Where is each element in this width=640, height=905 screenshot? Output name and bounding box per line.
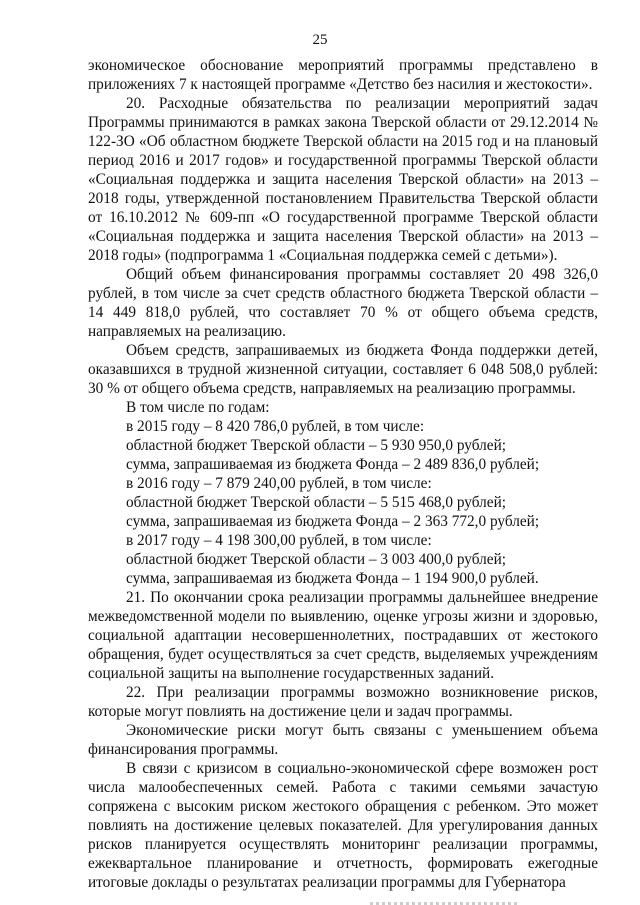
paragraph-21: 21. По окончании срока реализации программы дальнейшее внедрение межведомственной модели по выявлению, оценке угрозы жизни и здоровью, социальной адаптации несовершеннолетних, пострадавших от жестокого обращения, будет осуществляться за счет средств, выделяемых учреждениям социальной защиты на выполнение государственных заданий. [88,589,598,682]
year-2016-total: в 2016 году – 7 879 240,00 рублей, в том числе: [126,475,432,492]
paragraph-fund-request: Объем средств, запрашиваемых из бюджета Фонда поддержки детей, оказавшихся в трудной жизненной ситуации, составляет 6 048 508,0 рублей: 30 % от общего объема средств, направляемых на реализацию программы. [88,342,598,397]
year-2016-fund: сумма, запрашиваемая из бюджета Фонда – 2 363 772,0 рублей; [126,513,540,530]
paragraph-20: 20. Расходные обязательства по реализации мероприятий задач Программы принимаются в рамках закона Тверской области от 29.12.2014 № 122-ЗО «Об областном бюджете Тверской области на 2015 год и на плановый период 2016 и 2017 годов» и государственной программы Тверской области «Социальная поддержка и защита населения Тверской области» на 2013 – 2018 годы, утвержденной постановлением Правительства Тверской области от 16.10.2012 № 609-пп «О государственной программе Тверской области «Социальная поддержка и защита населения Тверской области» на 2013 – 2018 годы» (подпрограмма 1 «Социальная поддержка семей с детьми»). [88,95,598,264]
year-2017-fund: сумма, запрашиваемая из бюджета Фонда – 1 194 900,0 рублей. [126,570,539,587]
paragraph-total-funding: Общий объем финансирования программы составляет 20 498 326,0 рублей, в том числе за счет средств областного бюджета Тверской области – 14 449 818,0 рублей, что составляет 70 % от общего объема средств, направляемых на реализацию. [88,266,598,340]
year-2015-total: в 2015 году – 8 420 786,0 рублей, в том числе: [126,418,425,435]
year-2015-regional: областной бюджет Тверской области – 5 930 950,0 рублей; [126,437,507,454]
page-number: 25 [312,32,328,48]
year-2015-fund: сумма, запрашиваемая из бюджета Фонда – 2 489 836,0 рублей; [126,456,540,473]
document-body [88,56,598,892]
year-2016-regional: областной бюджет Тверской области – 5 515 468,0 рублей; [126,494,507,511]
paragraph-economic-justification: экономическое обоснование мероприятий программы представлено в приложениях 7 к настоящей программе «Детство без насилия и жестокости». [88,57,598,93]
year-2017-total: в 2017 году – 4 198 300,00 рублей, в том числе: [126,532,432,549]
paragraph-crisis-risks: В связи с кризисом в социально-экономической сфере возможен рост числа малообеспеченных семей. Работа с такими семьями зачастую сопряжена с высоким риском жестокого обращения с ребенком. Это может повлиять на достижение целевых показателей. Для урегулирования данных рисков планируется осуществлять мониторинг реализации программы, ежеквартальное планирование и отчетность, формировать ежегодные итоговые доклады о результатах реализации программы для Губернатора [88,760,598,891]
paragraph-22: 22. При реализации программы возможно возникновение рисков, которые могут повлиять на достижение цели и задач программы. [88,684,598,720]
year-2017-regional: областной бюджет Тверской области – 3 003 400,0 рублей; [126,551,507,568]
paragraph-economic-risks: Экономические риски могут быть связаны с уменьшением объема финансирования программы. [88,722,598,758]
years-intro: В том числе по годам: [126,399,270,416]
